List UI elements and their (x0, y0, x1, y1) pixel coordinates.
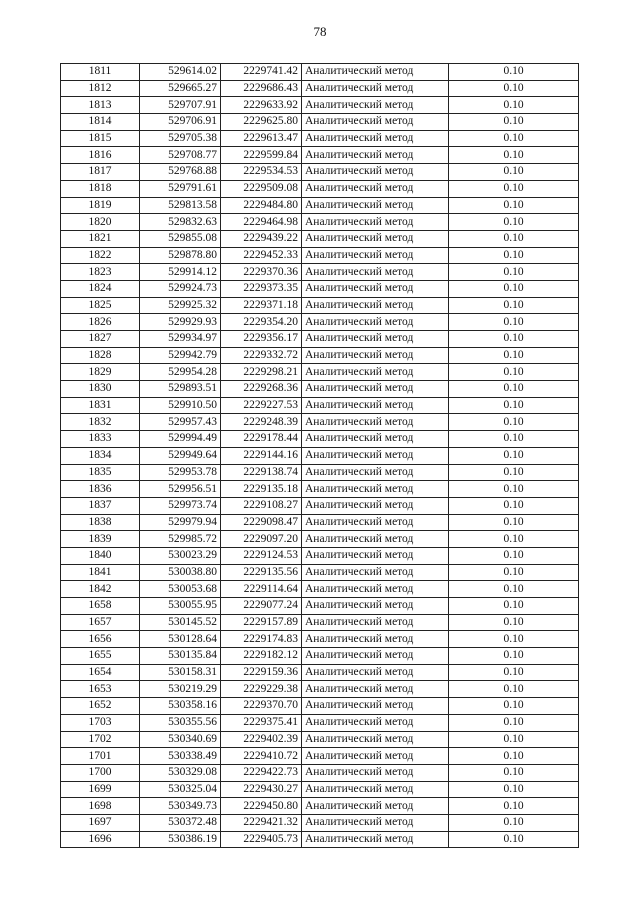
method-cell: Аналитический метод (302, 481, 449, 498)
point-number-cell: 1825 (61, 297, 140, 314)
x-coordinate-cell: 529942.79 (140, 347, 221, 364)
x-coordinate-cell: 529985.72 (140, 531, 221, 548)
error-cell: 0.10 (449, 447, 579, 464)
error-cell: 0.10 (449, 748, 579, 765)
table-row (61, 731, 579, 748)
method-cell: Аналитический метод (302, 297, 449, 314)
x-coordinate-cell: 530349.73 (140, 798, 221, 815)
x-coordinate-cell: 530053.68 (140, 581, 221, 598)
table-row (61, 564, 579, 581)
table-row (61, 431, 579, 448)
method-cell: Аналитический метод (302, 247, 449, 264)
error-cell: 0.10 (449, 80, 579, 97)
table-row (61, 397, 579, 414)
x-coordinate-cell: 529956.51 (140, 481, 221, 498)
y-coordinate-cell: 2229402.39 (221, 731, 302, 748)
x-coordinate-cell: 530372.48 (140, 814, 221, 831)
x-coordinate-cell: 529614.02 (140, 64, 221, 81)
point-number-cell: 1842 (61, 581, 140, 598)
method-cell: Аналитический метод (302, 431, 449, 448)
method-cell: Аналитический метод (302, 698, 449, 715)
error-cell: 0.10 (449, 781, 579, 798)
y-coordinate-cell: 2229599.84 (221, 147, 302, 164)
x-coordinate-cell: 529924.73 (140, 280, 221, 297)
error-cell: 0.10 (449, 164, 579, 181)
error-cell: 0.10 (449, 681, 579, 698)
error-cell: 0.10 (449, 114, 579, 131)
point-number-cell: 1831 (61, 397, 140, 414)
table-row (61, 464, 579, 481)
table-row (61, 164, 579, 181)
x-coordinate-cell: 529925.32 (140, 297, 221, 314)
x-coordinate-cell: 529832.63 (140, 214, 221, 231)
y-coordinate-cell: 2229421.32 (221, 814, 302, 831)
error-cell: 0.10 (449, 664, 579, 681)
table-row (61, 247, 579, 264)
error-cell: 0.10 (449, 347, 579, 364)
error-cell: 0.10 (449, 431, 579, 448)
error-cell: 0.10 (449, 614, 579, 631)
table-row (61, 497, 579, 514)
error-cell: 0.10 (449, 764, 579, 781)
method-cell: Аналитический метод (302, 364, 449, 381)
error-cell: 0.10 (449, 264, 579, 281)
x-coordinate-cell: 530386.19 (140, 831, 221, 848)
point-number-cell: 1814 (61, 114, 140, 131)
x-coordinate-cell: 530055.95 (140, 598, 221, 615)
point-number-cell: 1701 (61, 748, 140, 765)
x-coordinate-cell: 529893.51 (140, 381, 221, 398)
table-row (61, 698, 579, 715)
error-cell: 0.10 (449, 180, 579, 197)
method-cell: Аналитический метод (302, 314, 449, 331)
x-coordinate-cell: 530219.29 (140, 681, 221, 698)
point-number-cell: 1823 (61, 264, 140, 281)
method-cell: Аналитический метод (302, 331, 449, 348)
method-cell: Аналитический метод (302, 764, 449, 781)
x-coordinate-cell: 529708.77 (140, 147, 221, 164)
method-cell: Аналитический метод (302, 230, 449, 247)
y-coordinate-cell: 2229268.36 (221, 381, 302, 398)
error-cell: 0.10 (449, 464, 579, 481)
error-cell: 0.10 (449, 731, 579, 748)
y-coordinate-cell: 2229356.17 (221, 331, 302, 348)
y-coordinate-cell: 2229298.21 (221, 364, 302, 381)
method-cell: Аналитический метод (302, 831, 449, 848)
method-cell: Аналитический метод (302, 114, 449, 131)
point-number-cell: 1832 (61, 414, 140, 431)
x-coordinate-cell: 530338.49 (140, 748, 221, 765)
point-number-cell: 1819 (61, 197, 140, 214)
point-number-cell: 1699 (61, 781, 140, 798)
table-row (61, 147, 579, 164)
error-cell: 0.10 (449, 648, 579, 665)
method-cell: Аналитический метод (302, 97, 449, 114)
x-coordinate-cell: 529934.97 (140, 331, 221, 348)
x-coordinate-cell: 529878.80 (140, 247, 221, 264)
x-coordinate-cell: 529973.74 (140, 497, 221, 514)
method-cell: Аналитический метод (302, 547, 449, 564)
method-cell: Аналитический метод (302, 414, 449, 431)
error-cell: 0.10 (449, 831, 579, 848)
y-coordinate-cell: 2229430.27 (221, 781, 302, 798)
x-coordinate-cell: 529768.88 (140, 164, 221, 181)
table-row (61, 581, 579, 598)
method-cell: Аналитический метод (302, 180, 449, 197)
point-number-cell: 1696 (61, 831, 140, 848)
method-cell: Аналитический метод (302, 781, 449, 798)
point-number-cell: 1702 (61, 731, 140, 748)
table-row (61, 264, 579, 281)
y-coordinate-cell: 2229114.64 (221, 581, 302, 598)
table-row (61, 447, 579, 464)
table-row (61, 681, 579, 698)
table-row (61, 280, 579, 297)
error-cell: 0.10 (449, 581, 579, 598)
table-row (61, 514, 579, 531)
method-cell: Аналитический метод (302, 347, 449, 364)
point-number-cell: 1830 (61, 381, 140, 398)
error-cell: 0.10 (449, 598, 579, 615)
error-cell: 0.10 (449, 214, 579, 231)
y-coordinate-cell: 2229464.98 (221, 214, 302, 231)
error-cell: 0.10 (449, 514, 579, 531)
method-cell: Аналитический метод (302, 714, 449, 731)
table-row (61, 297, 579, 314)
error-cell: 0.10 (449, 698, 579, 715)
x-coordinate-cell: 529949.64 (140, 447, 221, 464)
error-cell: 0.10 (449, 798, 579, 815)
point-number-cell: 1657 (61, 614, 140, 631)
method-cell: Аналитический метод (302, 130, 449, 147)
error-cell: 0.10 (449, 564, 579, 581)
y-coordinate-cell: 2229439.22 (221, 230, 302, 247)
y-coordinate-cell: 2229371.18 (221, 297, 302, 314)
y-coordinate-cell: 2229450.80 (221, 798, 302, 815)
table-row (61, 614, 579, 631)
point-number-cell: 1655 (61, 648, 140, 665)
table-row (61, 748, 579, 765)
point-number-cell: 1820 (61, 214, 140, 231)
method-cell: Аналитический метод (302, 581, 449, 598)
method-cell: Аналитический метод (302, 614, 449, 631)
error-cell: 0.10 (449, 397, 579, 414)
y-coordinate-cell: 2229625.80 (221, 114, 302, 131)
y-coordinate-cell: 2229248.39 (221, 414, 302, 431)
x-coordinate-cell: 529914.12 (140, 264, 221, 281)
error-cell: 0.10 (449, 197, 579, 214)
table-row (61, 180, 579, 197)
y-coordinate-cell: 2229108.27 (221, 497, 302, 514)
y-coordinate-cell: 2229144.16 (221, 447, 302, 464)
point-number-cell: 1697 (61, 814, 140, 831)
x-coordinate-cell: 529791.61 (140, 180, 221, 197)
table-row (61, 130, 579, 147)
table-row (61, 230, 579, 247)
error-cell: 0.10 (449, 331, 579, 348)
y-coordinate-cell: 2229370.70 (221, 698, 302, 715)
point-number-cell: 1836 (61, 481, 140, 498)
y-coordinate-cell: 2229159.36 (221, 664, 302, 681)
point-number-cell: 1821 (61, 230, 140, 247)
y-coordinate-cell: 2229138.74 (221, 464, 302, 481)
point-number-cell: 1815 (61, 130, 140, 147)
point-number-cell: 1828 (61, 347, 140, 364)
method-cell: Аналитический метод (302, 731, 449, 748)
x-coordinate-cell: 530145.52 (140, 614, 221, 631)
point-number-cell: 1817 (61, 164, 140, 181)
y-coordinate-cell: 2229484.80 (221, 197, 302, 214)
y-coordinate-cell: 2229354.20 (221, 314, 302, 331)
y-coordinate-cell: 2229077.24 (221, 598, 302, 615)
x-coordinate-cell: 529994.49 (140, 431, 221, 448)
table-row (61, 364, 579, 381)
x-coordinate-cell: 529707.91 (140, 97, 221, 114)
method-cell: Аналитический метод (302, 798, 449, 815)
table-row (61, 798, 579, 815)
method-cell: Аналитический метод (302, 214, 449, 231)
y-coordinate-cell: 2229332.72 (221, 347, 302, 364)
y-coordinate-cell: 2229613.47 (221, 130, 302, 147)
x-coordinate-cell: 530158.31 (140, 664, 221, 681)
point-number-cell: 1824 (61, 280, 140, 297)
y-coordinate-cell: 2229375.41 (221, 714, 302, 731)
error-cell: 0.10 (449, 364, 579, 381)
point-number-cell: 1653 (61, 681, 140, 698)
point-number-cell: 1838 (61, 514, 140, 531)
y-coordinate-cell: 2229098.47 (221, 514, 302, 531)
method-cell: Аналитический метод (302, 631, 449, 648)
point-number-cell: 1818 (61, 180, 140, 197)
point-number-cell: 1827 (61, 331, 140, 348)
x-coordinate-cell: 529665.27 (140, 80, 221, 97)
table-row (61, 214, 579, 231)
method-cell: Аналитический метод (302, 381, 449, 398)
y-coordinate-cell: 2229135.18 (221, 481, 302, 498)
table-row (61, 547, 579, 564)
method-cell: Аналитический метод (302, 748, 449, 765)
method-cell: Аналитический метод (302, 598, 449, 615)
point-number-cell: 1652 (61, 698, 140, 715)
y-coordinate-cell: 2229410.72 (221, 748, 302, 765)
error-cell: 0.10 (449, 230, 579, 247)
x-coordinate-cell: 530329.08 (140, 764, 221, 781)
coordinates-table (60, 63, 579, 848)
error-cell: 0.10 (449, 481, 579, 498)
method-cell: Аналитический метод (302, 280, 449, 297)
method-cell: Аналитический метод (302, 164, 449, 181)
y-coordinate-cell: 2229124.53 (221, 547, 302, 564)
x-coordinate-cell: 529957.43 (140, 414, 221, 431)
point-number-cell: 1839 (61, 531, 140, 548)
point-number-cell: 1698 (61, 798, 140, 815)
x-coordinate-cell: 530038.80 (140, 564, 221, 581)
x-coordinate-cell: 529954.28 (140, 364, 221, 381)
method-cell: Аналитический метод (302, 648, 449, 665)
y-coordinate-cell: 2229097.20 (221, 531, 302, 548)
error-cell: 0.10 (449, 814, 579, 831)
method-cell: Аналитический метод (302, 447, 449, 464)
y-coordinate-cell: 2229741.42 (221, 64, 302, 81)
x-coordinate-cell: 529910.50 (140, 397, 221, 414)
point-number-cell: 1812 (61, 80, 140, 97)
x-coordinate-cell: 530340.69 (140, 731, 221, 748)
x-coordinate-cell: 530355.56 (140, 714, 221, 731)
point-number-cell: 1833 (61, 431, 140, 448)
table-row (61, 331, 579, 348)
x-coordinate-cell: 529855.08 (140, 230, 221, 247)
point-number-cell: 1811 (61, 64, 140, 81)
point-number-cell: 1654 (61, 664, 140, 681)
y-coordinate-cell: 2229157.89 (221, 614, 302, 631)
error-cell: 0.10 (449, 381, 579, 398)
error-cell: 0.10 (449, 64, 579, 81)
point-number-cell: 1822 (61, 247, 140, 264)
point-number-cell: 1829 (61, 364, 140, 381)
y-coordinate-cell: 2229373.35 (221, 280, 302, 297)
table-row (61, 714, 579, 731)
x-coordinate-cell: 529705.38 (140, 130, 221, 147)
error-cell: 0.10 (449, 414, 579, 431)
table-row (61, 414, 579, 431)
error-cell: 0.10 (449, 547, 579, 564)
table-row (61, 381, 579, 398)
y-coordinate-cell: 2229174.83 (221, 631, 302, 648)
method-cell: Аналитический метод (302, 531, 449, 548)
table-row (61, 831, 579, 848)
error-cell: 0.10 (449, 531, 579, 548)
table-row (61, 197, 579, 214)
method-cell: Аналитический метод (302, 564, 449, 581)
table-row (61, 598, 579, 615)
method-cell: Аналитический метод (302, 464, 449, 481)
y-coordinate-cell: 2229135.56 (221, 564, 302, 581)
point-number-cell: 1658 (61, 598, 140, 615)
method-cell: Аналитический метод (302, 497, 449, 514)
y-coordinate-cell: 2229452.33 (221, 247, 302, 264)
table-row (61, 97, 579, 114)
coordinates-table-body (61, 64, 579, 848)
table-row (61, 64, 579, 81)
table-row (61, 781, 579, 798)
y-coordinate-cell: 2229229.38 (221, 681, 302, 698)
point-number-cell: 1826 (61, 314, 140, 331)
method-cell: Аналитический метод (302, 80, 449, 97)
y-coordinate-cell: 2229534.53 (221, 164, 302, 181)
table-row (61, 314, 579, 331)
x-coordinate-cell: 530358.16 (140, 698, 221, 715)
point-number-cell: 1834 (61, 447, 140, 464)
error-cell: 0.10 (449, 497, 579, 514)
x-coordinate-cell: 529929.93 (140, 314, 221, 331)
method-cell: Аналитический метод (302, 397, 449, 414)
table-row (61, 648, 579, 665)
error-cell: 0.10 (449, 130, 579, 147)
method-cell: Аналитический метод (302, 64, 449, 81)
point-number-cell: 1656 (61, 631, 140, 648)
table-row (61, 80, 579, 97)
table-row (61, 481, 579, 498)
point-number-cell: 1700 (61, 764, 140, 781)
table-row (61, 764, 579, 781)
x-coordinate-cell: 530128.64 (140, 631, 221, 648)
page-number: 78 (313, 24, 327, 39)
y-coordinate-cell: 2229633.92 (221, 97, 302, 114)
method-cell: Аналитический метод (302, 681, 449, 698)
error-cell: 0.10 (449, 97, 579, 114)
method-cell: Аналитический метод (302, 197, 449, 214)
error-cell: 0.10 (449, 147, 579, 164)
table-row (61, 814, 579, 831)
x-coordinate-cell: 529706.91 (140, 114, 221, 131)
y-coordinate-cell: 2229370.36 (221, 264, 302, 281)
method-cell: Аналитический метод (302, 264, 449, 281)
y-coordinate-cell: 2229227.53 (221, 397, 302, 414)
error-cell: 0.10 (449, 631, 579, 648)
method-cell: Аналитический метод (302, 147, 449, 164)
error-cell: 0.10 (449, 314, 579, 331)
table-row (61, 631, 579, 648)
y-coordinate-cell: 2229182.12 (221, 648, 302, 665)
error-cell: 0.10 (449, 280, 579, 297)
table-row (61, 114, 579, 131)
point-number-cell: 1813 (61, 97, 140, 114)
point-number-cell: 1840 (61, 547, 140, 564)
error-cell: 0.10 (449, 714, 579, 731)
y-coordinate-cell: 2229509.08 (221, 180, 302, 197)
x-coordinate-cell: 530023.29 (140, 547, 221, 564)
point-number-cell: 1841 (61, 564, 140, 581)
x-coordinate-cell: 529953.78 (140, 464, 221, 481)
y-coordinate-cell: 2229178.44 (221, 431, 302, 448)
table-row (61, 347, 579, 364)
y-coordinate-cell: 2229405.73 (221, 831, 302, 848)
point-number-cell: 1837 (61, 497, 140, 514)
method-cell: Аналитический метод (302, 664, 449, 681)
x-coordinate-cell: 529979.94 (140, 514, 221, 531)
x-coordinate-cell: 529813.58 (140, 197, 221, 214)
point-number-cell: 1703 (61, 714, 140, 731)
point-number-cell: 1816 (61, 147, 140, 164)
table-row (61, 664, 579, 681)
point-number-cell: 1835 (61, 464, 140, 481)
error-cell: 0.10 (449, 247, 579, 264)
x-coordinate-cell: 530135.84 (140, 648, 221, 665)
y-coordinate-cell: 2229422.73 (221, 764, 302, 781)
method-cell: Аналитический метод (302, 814, 449, 831)
x-coordinate-cell: 530325.04 (140, 781, 221, 798)
table-row (61, 531, 579, 548)
y-coordinate-cell: 2229686.43 (221, 80, 302, 97)
method-cell: Аналитический метод (302, 514, 449, 531)
error-cell: 0.10 (449, 297, 579, 314)
